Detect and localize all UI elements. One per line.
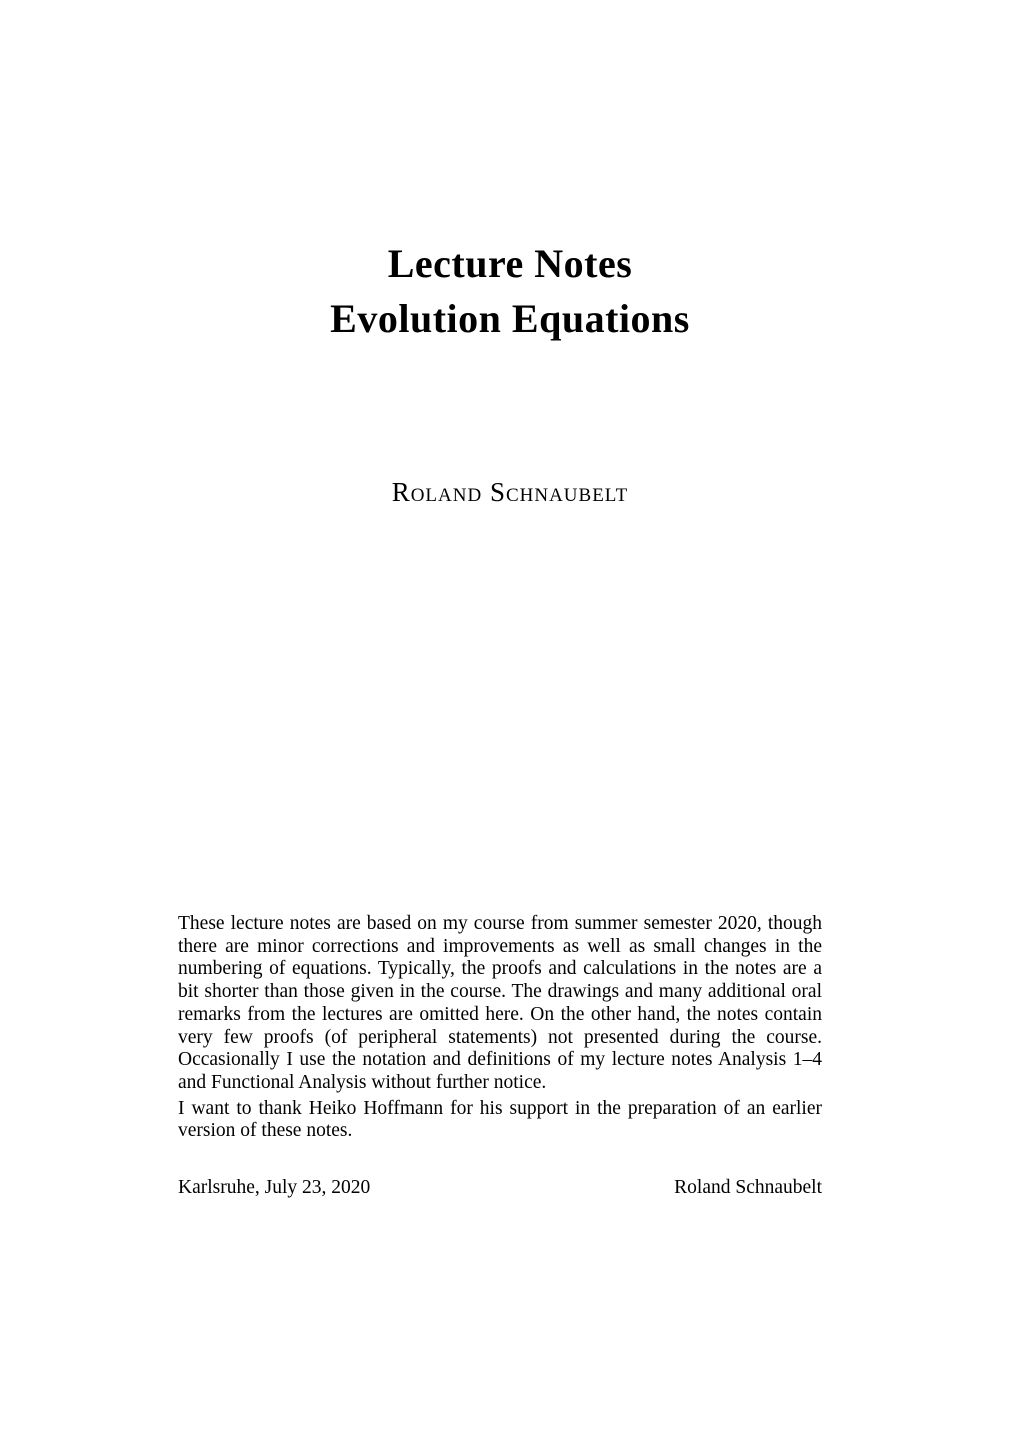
- preface-paragraph-1: These lecture notes are based on my course from summer semester 2020, though there are minor corrections and improvements as well as small changes in the numbering of equations. Typically, the proofs and calculations in the notes are a bit shorter than those given in the course. The drawings and many additional oral remarks from the lectures are omitted here. On the other hand, the notes contain very few proofs (of peripheral statements) not presented during the course. Occasionally I use the notation and definitions of my lecture notes Analysis 1–4 and Functional Analysis without further notice.: [178, 913, 822, 1093]
- colophon-row: [178, 1177, 822, 1200]
- title-line-2: Evolution Equations: [330, 296, 690, 341]
- place-date: Karlsruhe, July 23, 2020: [178, 1177, 371, 1198]
- author-name: Roland Schnaubelt: [391, 477, 629, 507]
- preface-text-block: [178, 913, 822, 1143]
- page-title: [0, 236, 1020, 346]
- signature-name: Roland Schnaubelt: [674, 1177, 822, 1198]
- preface-paragraph-2: I want to thank Heiko Hoffmann for his support in the preparation of an earlier version of these notes.: [178, 1097, 822, 1142]
- title-line-1: Lecture Notes: [387, 241, 633, 286]
